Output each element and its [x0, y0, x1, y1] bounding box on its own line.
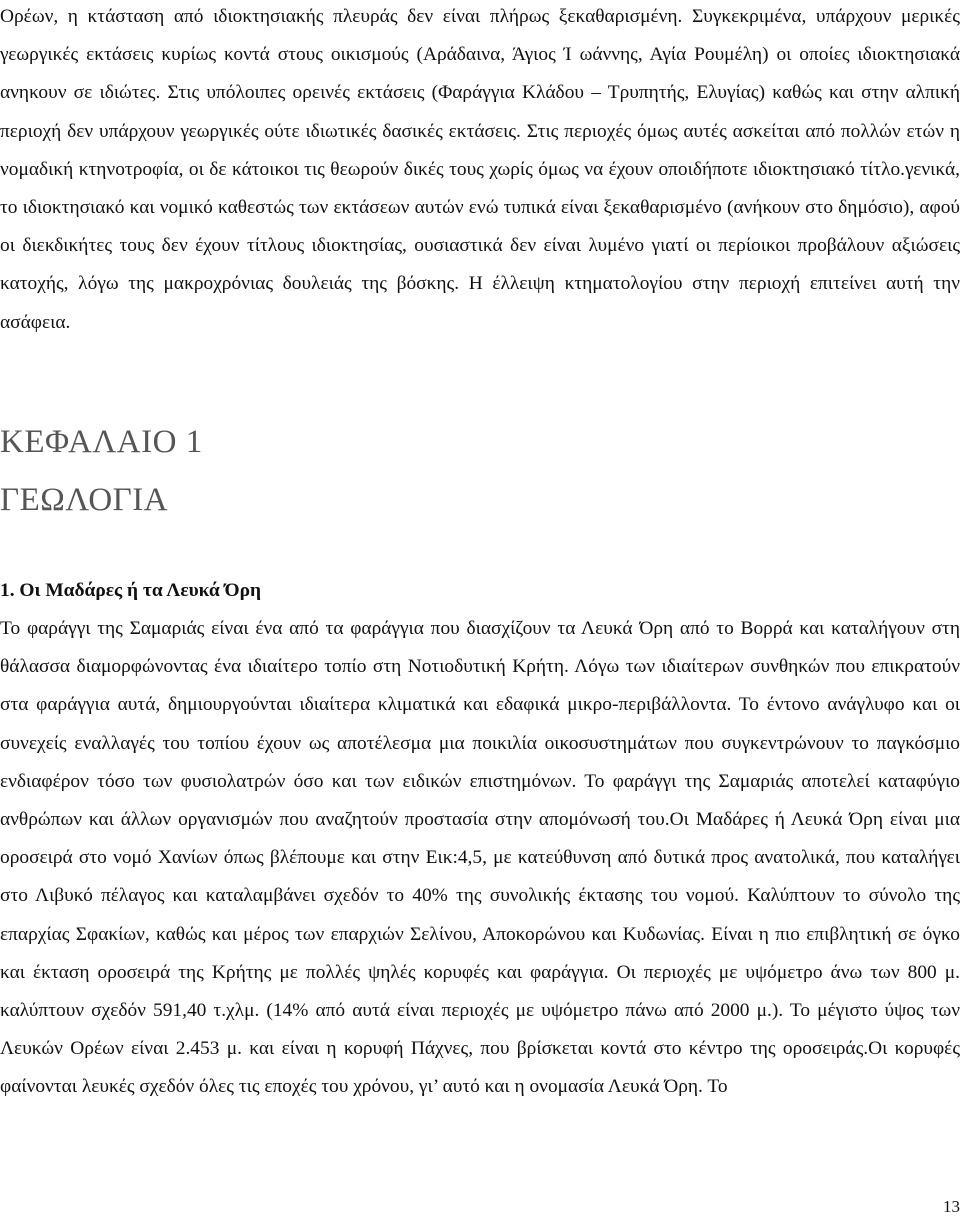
chapter-title: ΓΕΩΛΟΓΙΑ	[0, 482, 169, 518]
page-number: 13	[943, 1197, 960, 1216]
body-paragraph-ownership: Ορέων, η κτάσταση από ιδιοκτησιακής πλευράς δεν είναι πλήρως ξεκαθαρισμένη. Συγκεκριμένα, υπάρχουν μερικές γεωργικές εκτάσεις κυρίως κοντά στους οικισμούς (Αράδαινα, Άγιος Ί ωάννης, Αγία Ρουμέλη) οι οποίες ιδιοκτησιακά ανηκουν σε ιδιώτες. Στις υπόλοιπες ορεινές εκτάσεις (Φαράγγια Κλάδου – Τρυπητής, Ελυγίας) καθώς και στην αλπική περιοχή δεν υπάρχουν γεωργικές ούτε ιδιωτικές δασικές εκτάσεις. Στις περιοχές όμως αυτές ασκείται από πολλών ετών η νομαδική κτηνοτροφία, οι δε κάτοικοι τις θεωρούν δικές τους χωρίς όμως να έχουν οποιδήποτε ιδιοκτησιακό τίτλο.γενικά, το ιδιοκτησιακό και νομικό καθεστώς των εκτάσεων αυτών ενώ τυπικά είναι ξεκαθαρισμένο (ανήκουν στο δημόσιο), αφού οι διεκδικήτες τους δεν έχουν τίτλους ιδιοκτησίας, ουσιαστικά δεν είναι λυμένο γιατί οι περίοικοι προβάλουν αξιώσεις κατοχής, λόγω της μακροχρόνιας δουλειάς της βόσκης. Η έλλειψη κτηματολογίου στην περιοχή επιτείνει αυτή την ασάφεια.	[0, 6, 960, 333]
chapter-number: ΚΕΦΑΛΑΙΟ 1	[0, 424, 203, 460]
section-heading: 1. Οι Μαδάρες ή τα Λευκά Όρη	[0, 580, 262, 601]
body-paragraph-lefka-ori: Το φαράγγι της Σαμαριάς είναι ένα από τα φαράγγια που διασχίζουν τα Λευκά Όρη από το Βορρά και καταλήγουν στη θάλασσα διαμορφώνοντας ένα ιδιαίτερο τοπίο στη Νοτιοδυτική Κρήτη. Λόγω των ιδιαίτερων συνθηκών που επικρατούν στα φαράγγια αυτά, δημιουργούνται ιδιαίτερα κλιματικά και εδαφικά μικρο-περιβάλλοντα. Το έντονο ανάγλυφο και οι συνεχείς εναλλαγές του τοπίου έχουν ως αποτέλεσμα μια ποικιλία οικοσυστημάτων που συγκεντρώνουν το παγκόσμιο ενδιαφέρον τόσο των φυσιολατρών όσο και των ειδικών επιστημόνων. Το φαράγγι της Σαμαριάς αποτελεί καταφύγιο ανθρώπων και άλλων οργανισμών που αναζητούν προστασία στην απομόνωσή του.Οι Μαδάρες ή Λευκά Όρη είναι μια οροσειρά στο νομό Χανίων όπως βλέπουμε και στην Εικ:4,5, με κατεύθυνση από δυτικά προς ανατολικά, που καταλήγει στο Λιβυκό πέλαγος και καταλαμβάνει σχεδόν το 40% της συνολικής έκτασης του νομού. Καλύπτουν το σύνολο της επαρχίας Σφακίων, καθώς και μέρος των επαρχιών Σελίνου, Αποκορώνου και Κυδωνίας. Είναι η πιο επιβλητική σε όγκο και έκταση οροσειρά της Κρήτης με πολλές ψηλές κορυφές και φαράγγια. Οι περιοχές με υψόμετρο άνω των 800 μ. καλύπτουν σχεδόν 591,40 τ.χλμ. (14% από αυτά είναι περιοχές με υψόμετρο πάνω από 2000 μ.). Το μέγιστο ύψος των Λευκών Ορέων είναι 2.453 μ. και είναι η κορυφή Πάχνες, που βρίσκεται κοντά στο κέντρο της οροσειράς.Οι κορυφές φαίνονται λευκές σχεδόν όλες τις εποχές του χρόνου, γι’ αυτό και η ονομασία Λευκά Όρη. Το	[0, 618, 960, 1098]
